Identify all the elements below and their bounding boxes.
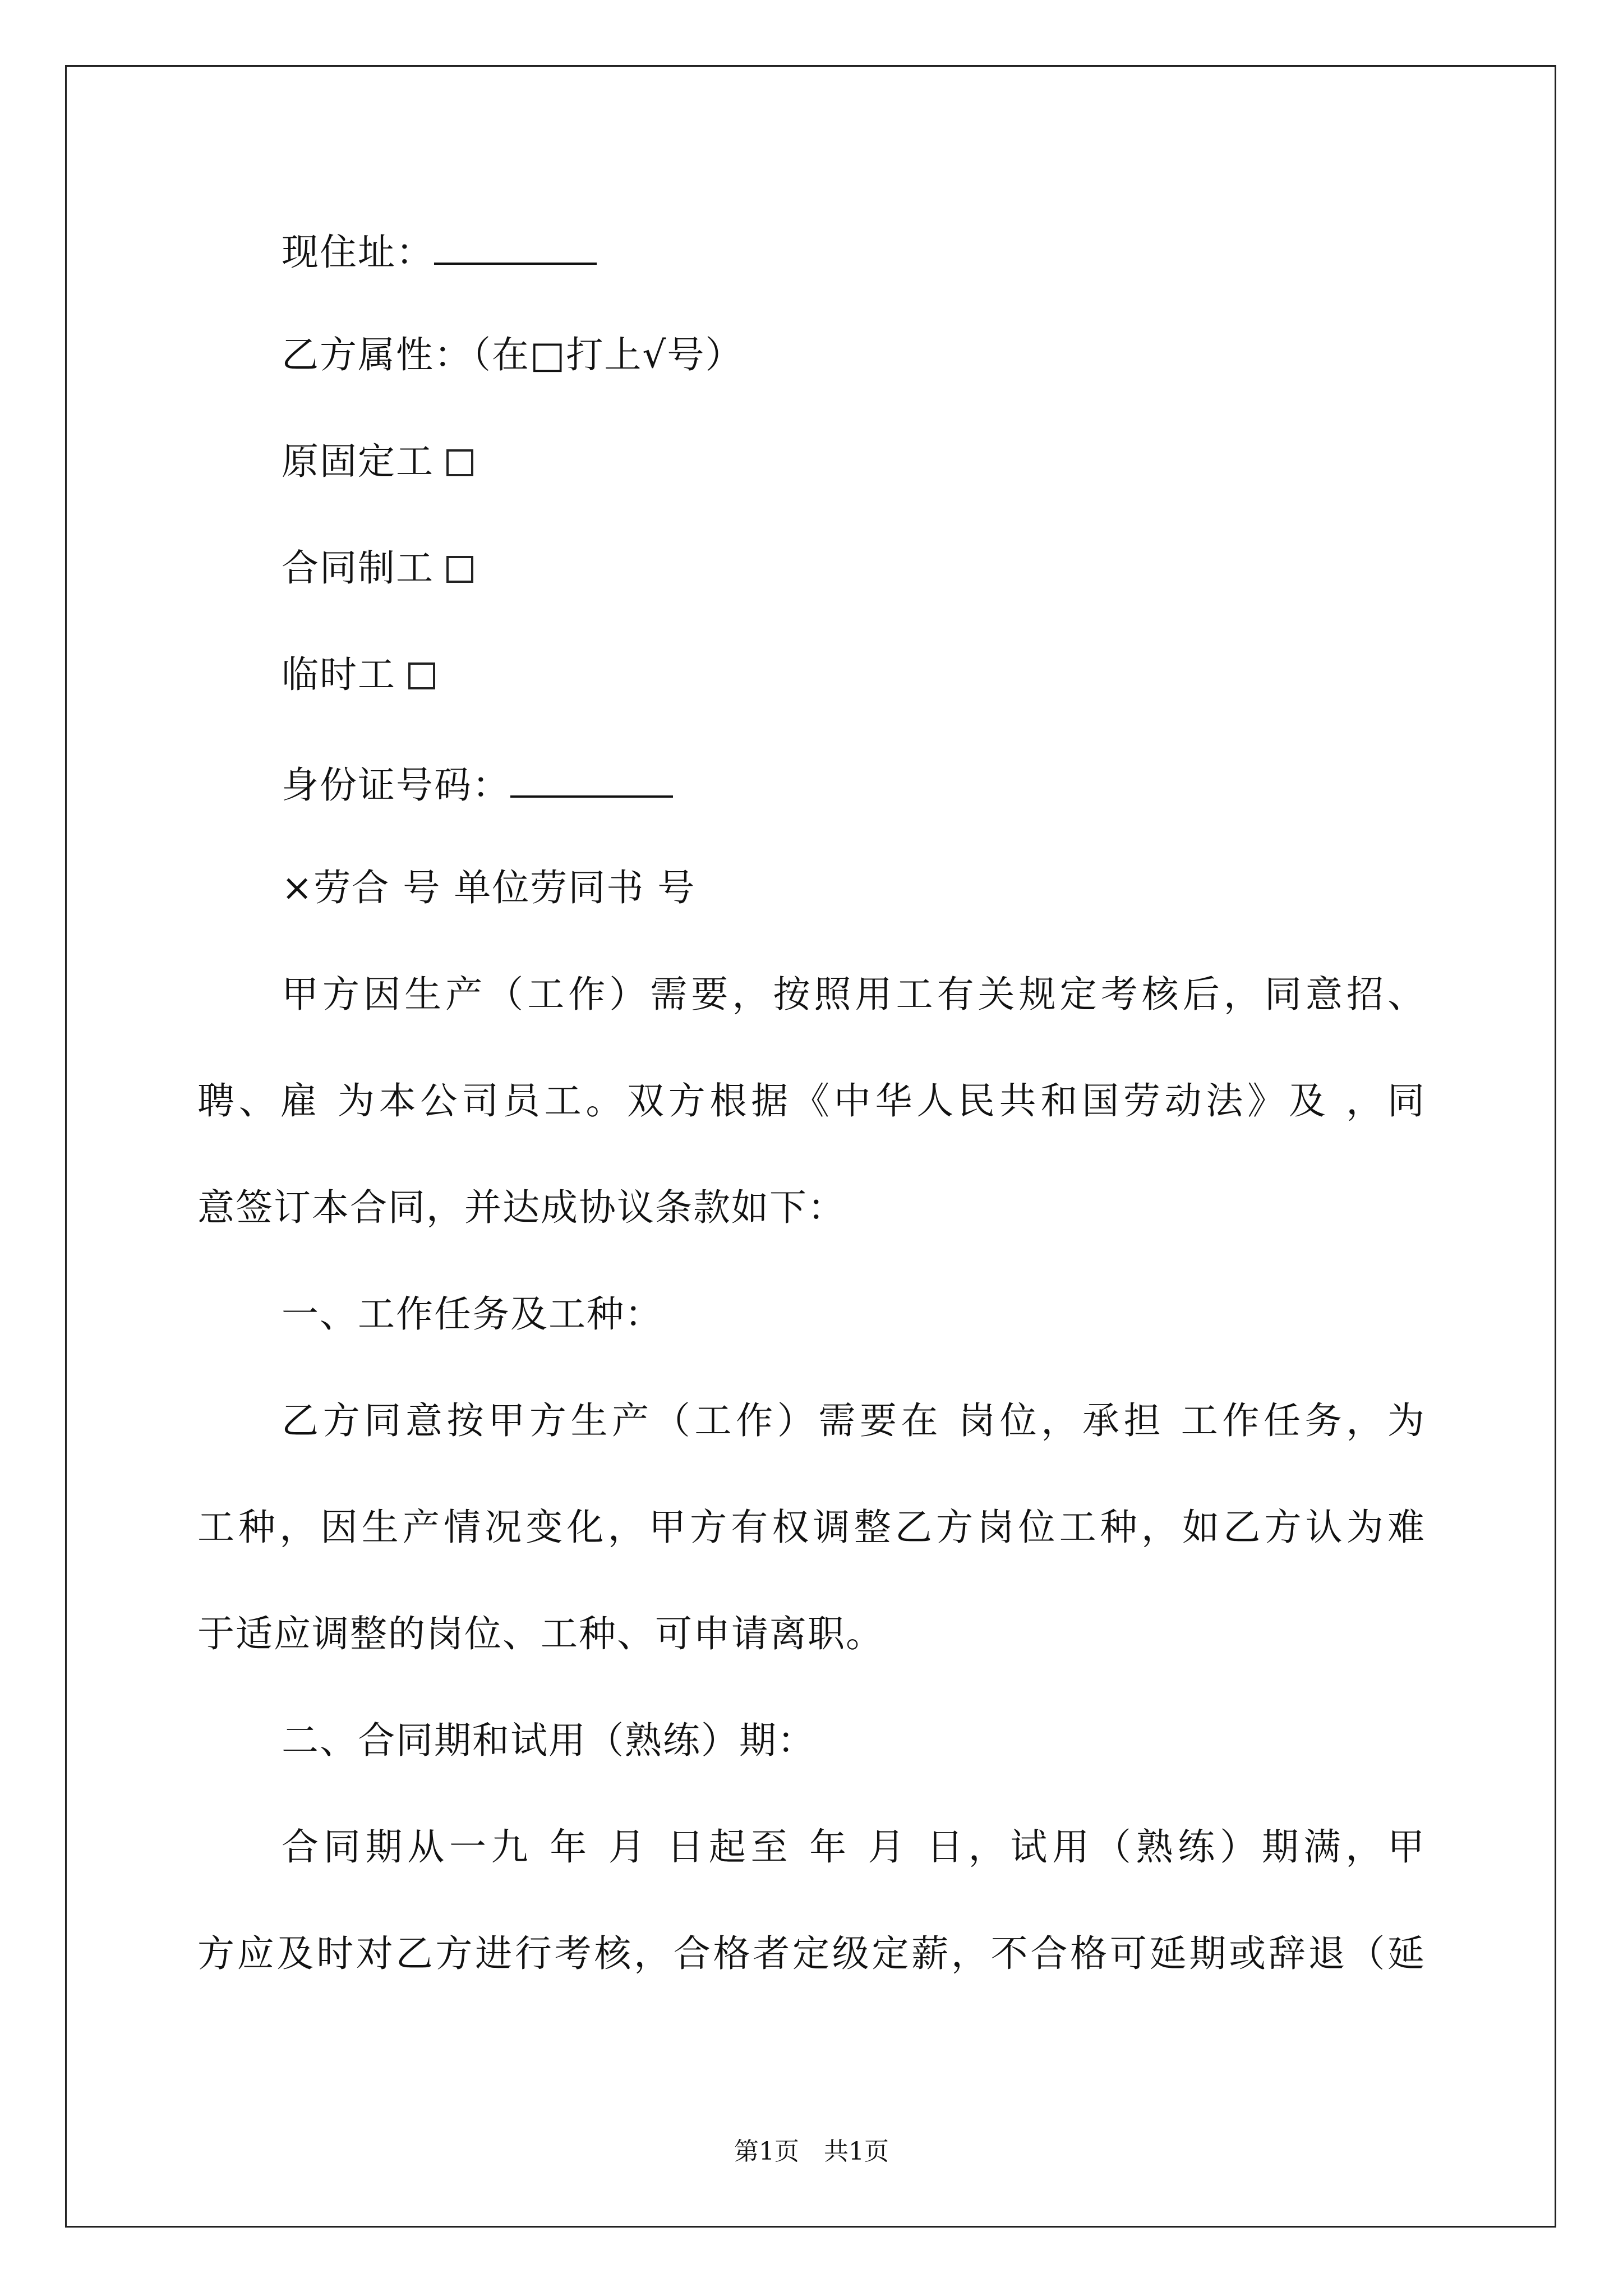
paragraph-3-line-1: 合同期从一九 年 月 日起至 年 月 日，试用（熟练）期满，甲 xyxy=(282,1825,1426,1869)
paragraph-2-line-3: 于适应调整的岗位、工种、可申请离职。 xyxy=(197,1612,884,1655)
paragraph-1-line-3: 意签订本合同，并达成协议条款如下： xyxy=(197,1186,846,1229)
id-number-blank xyxy=(510,756,673,798)
paragraph-3-line-2: 方应及时对乙方进行考核，合格者定级定薪，不合格可延期或辞退（延 xyxy=(197,1932,1426,1975)
paragraph-1-line-2: 聘、雇 为本公司员工。双方根据《中华人民共和国劳动法》及 ，同 xyxy=(197,1079,1426,1122)
option-contract-worker xyxy=(282,543,473,593)
paragraph-1-line-1: 甲方因生产（工作）需要，按照用工有关规定考核后，同意招、 xyxy=(282,973,1426,1016)
paragraph-2-line-2: 工种，因生产情况变化，甲方有权调整乙方岗位工种，如乙方认为难 xyxy=(197,1506,1426,1549)
section-2-heading: 二、合同期和试用（熟练）期： xyxy=(282,1719,815,1762)
option-temporary-worker xyxy=(282,650,435,700)
option-fixed-worker xyxy=(282,436,473,487)
paragraph-2-line-1: 乙方同意按甲方生产（工作）需要在 岗位，承担 工作任务，为 xyxy=(282,1399,1426,1442)
section-1-heading: 一、工作任务及工种： xyxy=(282,1292,663,1336)
address-blank xyxy=(434,223,597,265)
option-contract-worker-label: 合同制工 xyxy=(282,546,434,590)
address-label: 现住址： xyxy=(282,231,434,274)
page-number-footer: 第1页 共1页 xyxy=(734,2137,889,2166)
address-line xyxy=(282,223,597,278)
checkbox-contract-worker[interactable] xyxy=(446,556,473,583)
checkbox-fixed-worker[interactable] xyxy=(446,449,473,476)
page-border xyxy=(65,65,1556,2228)
option-temporary-worker-label: 临时工 xyxy=(282,653,396,696)
party-b-attribute-line: 乙方属性：（在□打上√号） xyxy=(282,333,744,376)
contract-number-line: ×劳合 号 单位劳同书 号 xyxy=(282,866,696,909)
id-number-line xyxy=(282,756,673,811)
checkbox-temporary-worker[interactable] xyxy=(408,662,435,689)
id-number-label: 身份证号码： xyxy=(282,763,510,807)
option-fixed-worker-label: 原固定工 xyxy=(282,440,434,483)
